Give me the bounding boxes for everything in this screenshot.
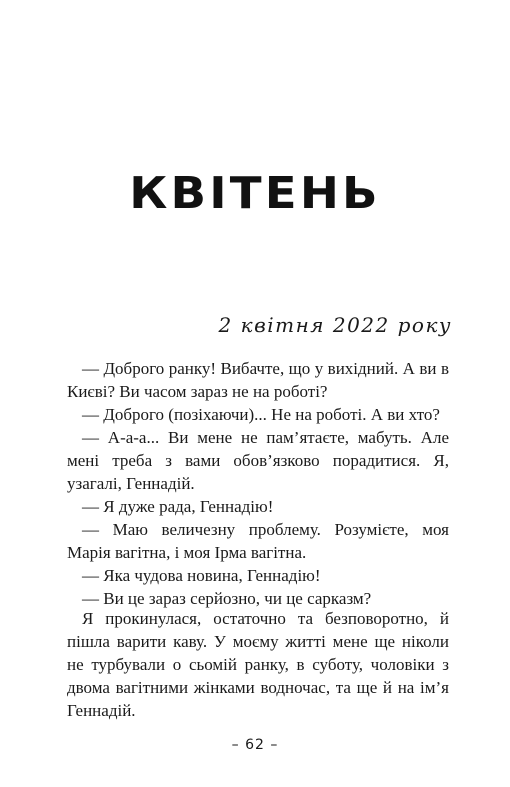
dialogue-line: — Доброго ранку! Вибачте, що у вихідний. А ви в Києві? Ви часом зараз не на роботі? <box>67 359 449 401</box>
page-number: – 62 – <box>231 737 279 753</box>
entry-date: 2 квітня 2022 року <box>218 313 452 337</box>
dialogue-block <box>67 357 449 610</box>
narrative-block <box>67 607 449 722</box>
dialogue-line: — Я дуже рада, Геннадію! <box>82 497 274 516</box>
dialogue-line: — Яка чудова новина, Геннадію! <box>82 566 321 585</box>
narrative-paragraph: Я прокинулася, остаточно та безповоротно, й пішла варити каву. У моєму житті мене ще ніколи не турбували о сьомій ранку, в суботу, чоловіки з двома вагітними жінками водночас, та ще й на ім’я Геннадій. <box>67 609 449 720</box>
dialogue-line: — Ви це зараз серйозно, чи це сарказм? <box>82 589 372 608</box>
dialogue-line: — Маю величезну проблему. Розумієте, моя Марія вагітна, і моя Ірма вагітна. <box>67 520 449 562</box>
dialogue-line: — Доброго (позіхаючи)... Не на роботі. А ви хто? <box>82 405 440 424</box>
chapter-title: КВІТЕНЬ <box>129 168 381 219</box>
dialogue-line: — А-а-а... Ви мене не пам’ятаєте, мабуть. Але мені треба з вами обов’язково порадитися. Я, узагалі, Геннадій. <box>67 428 449 493</box>
